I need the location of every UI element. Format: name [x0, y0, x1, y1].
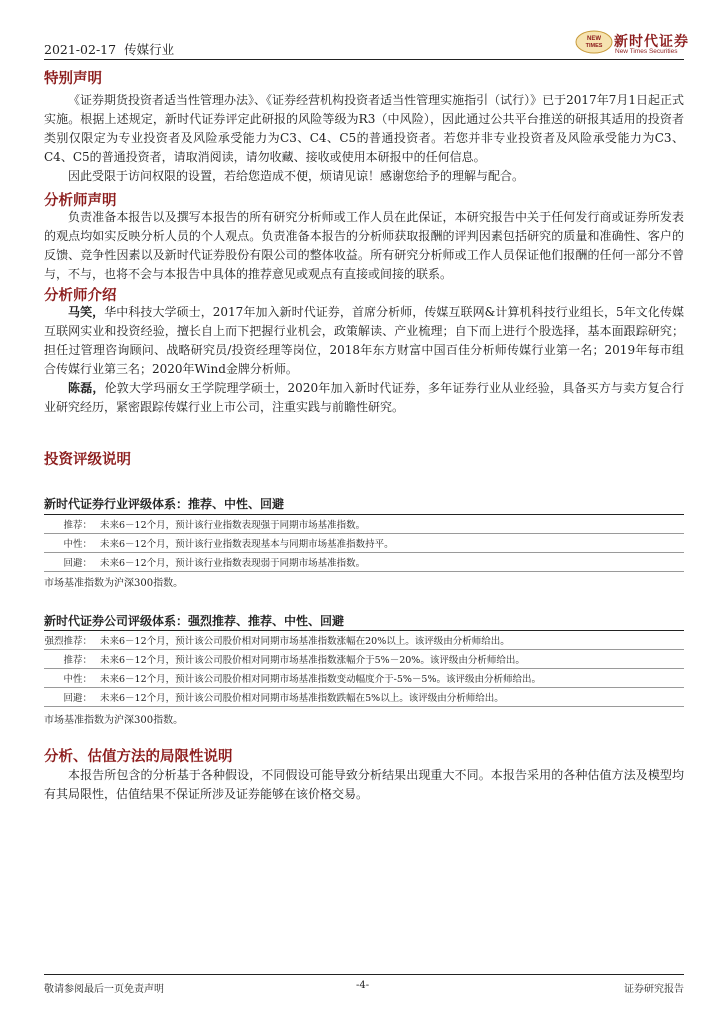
industry-rating-table	[44, 514, 684, 572]
table-row	[44, 515, 684, 534]
logo-text-cn: 新时代证券	[614, 34, 689, 50]
special-statement-p1: 《证券期货投资者适当性管理办法》、《证券经营机构投资者适当性管理实施指引（试行）》已于2017年7月1日起正式实施。根据上述规定，新时代证券评定此研报的风险等级为R3（中风险），因此通过公共平台推送的研报其适用的投资者类别仅限定为专业投资者及风险承受能力为C3、C4、C5的普通投资者。若您并非专业投资者及风险承受能力为C3、C4、C5的普通投资者，请取消阅读，请勿收藏、接收或使用本研报中的任何信息。	[44, 93, 684, 164]
logo-mark-icon	[574, 29, 618, 55]
rating-label: 中性：	[44, 534, 100, 553]
table-row	[44, 553, 684, 572]
table-row	[44, 534, 684, 553]
analyst-1-bio: 华中科技大学硕士，2017年加入新时代证券，首席分析师，传媒互联网&计算机科技行业组长，5年文化传媒互联网实业和投资经验，擅长自上而下把握行业机会，政策解读、产业梳理；自下而上进行个股选择，基本面跟踪研究；担任过管理咨询顾问、战略研究员/投资经理等岗位，2018年东方财富中国百佳分析师传媒行业第一名；2019年每市组合传媒行业第三名；2020年Wind金牌分析师。	[44, 305, 684, 376]
analyst-2-name: 陈磊，	[68, 381, 105, 395]
table-row	[44, 631, 684, 650]
page-header	[44, 40, 174, 58]
rating-label: 中性：	[44, 669, 100, 688]
table-row	[44, 669, 684, 688]
rating-desc: 未来6－12个月，预计该行业指数表现强于同期市场基准指数。	[100, 515, 684, 534]
analyst-intro-p1	[44, 303, 684, 379]
rating-label: 强烈推荐：	[44, 631, 100, 650]
rating-desc: 未来6－12个月，预计该行业指数表现基本与同期市场基准指数持平。	[100, 534, 684, 553]
industry-rating-title: 新时代证券行业评级体系：推荐、中性、回避	[44, 497, 285, 511]
company-rating-table	[44, 630, 684, 707]
analyst-intro-p2	[44, 379, 684, 417]
report-date: 2021-02-17	[44, 42, 117, 57]
analyst-statement-p1: 负责准备本报告以及撰写本报告的所有研究分析师或工作人员在此保证，本研究报告中关于任何发行商或证券所发表的观点均如实反映分析人员的个人观点。负责准备本报告的分析师获取报酬的评判因素包括研究的质量和准确性、客户的反馈、竞争性因素以及新时代证券股份有限公司的整体收益。所有研究分析师或工作人员保证他们报酬的任何一部分不曾与，不与，也将不会与本报告中具体的推荐意见或观点有直接或间接的联系。	[44, 210, 684, 281]
industry-rating-note: 市场基准指数为沪深300指数。	[44, 578, 184, 589]
footer-report-type: 证券研究报告	[624, 984, 684, 995]
analyst-statement-title: 分析师声明	[44, 193, 117, 209]
header-rule	[44, 59, 684, 60]
special-statement-title: 特别声明	[44, 71, 102, 87]
rating-desc: 未来6－12个月，预计该公司股价相对同期市场基准指数涨幅在20%以上。该评级由分析师给出。	[100, 631, 684, 650]
rating-desc: 未来6－12个月，预计该公司股价相对同期市场基准指数跌幅在5%以上。该评级由分析师给出。	[100, 688, 684, 707]
limitations-title: 分析、估值方法的局限性说明	[44, 749, 233, 765]
company-logo	[574, 29, 689, 59]
rating-title: 投资评级说明	[44, 452, 131, 468]
table-row	[44, 650, 684, 669]
rating-label: 回避：	[44, 688, 100, 707]
table-row	[44, 688, 684, 707]
analyst-intro-title: 分析师介绍	[44, 288, 117, 304]
analyst-2-bio: 伦敦大学玛丽女王学院理学硕士，2020年加入新时代证券，多年证券行业从业经验，具备买方与卖方复合行业研究经历，紧密跟踪传媒行业上市公司，注重实践与前瞻性研究。	[44, 381, 684, 414]
analyst-1-name: 马笑，	[68, 305, 105, 319]
footer-rule	[44, 974, 684, 975]
rating-desc: 未来6－12个月，预计该行业指数表现弱于同期市场基准指数。	[100, 553, 684, 572]
rating-desc: 未来6－12个月，预计该公司股价相对同期市场基准指数涨幅介于5%－20%。该评级由分析师给出。	[100, 650, 684, 669]
rating-desc: 未来6－12个月，预计该公司股价相对同期市场基准指数变动幅度介于-5%－5%。该评级由分析师给出。	[100, 669, 684, 688]
company-rating-note: 市场基准指数为沪深300指数。	[44, 715, 184, 726]
svg-text:NEW: NEW	[587, 36, 601, 42]
rating-label: 推荐：	[44, 650, 100, 669]
industry-name: 传媒行业	[124, 42, 175, 57]
rating-label: 推荐：	[44, 515, 100, 534]
svg-text:TIMES: TIMES	[585, 43, 603, 49]
logo-text-en: New Times Securities	[615, 48, 678, 55]
rating-label: 回避：	[44, 553, 100, 572]
special-statement-p2: 因此受限于访问权限的设置，若给您造成不便，烦请见谅！感谢您给予的理解与配合。	[68, 169, 525, 183]
company-rating-title: 新时代证券公司评级体系：强烈推荐、推荐、中性、回避	[44, 614, 345, 628]
limitations-p1: 本报告所包含的分析基于各种假设，不同假设可能导致分析结果出现重大不同。本报告采用的各种估值方法及模型均有其局限性，估值结果不保证所涉及证券能够在该价格交易。	[44, 768, 684, 801]
footer-disclaimer-link: 敬请参阅最后一页免责声明	[44, 984, 164, 995]
page-number: -4-	[356, 980, 370, 991]
